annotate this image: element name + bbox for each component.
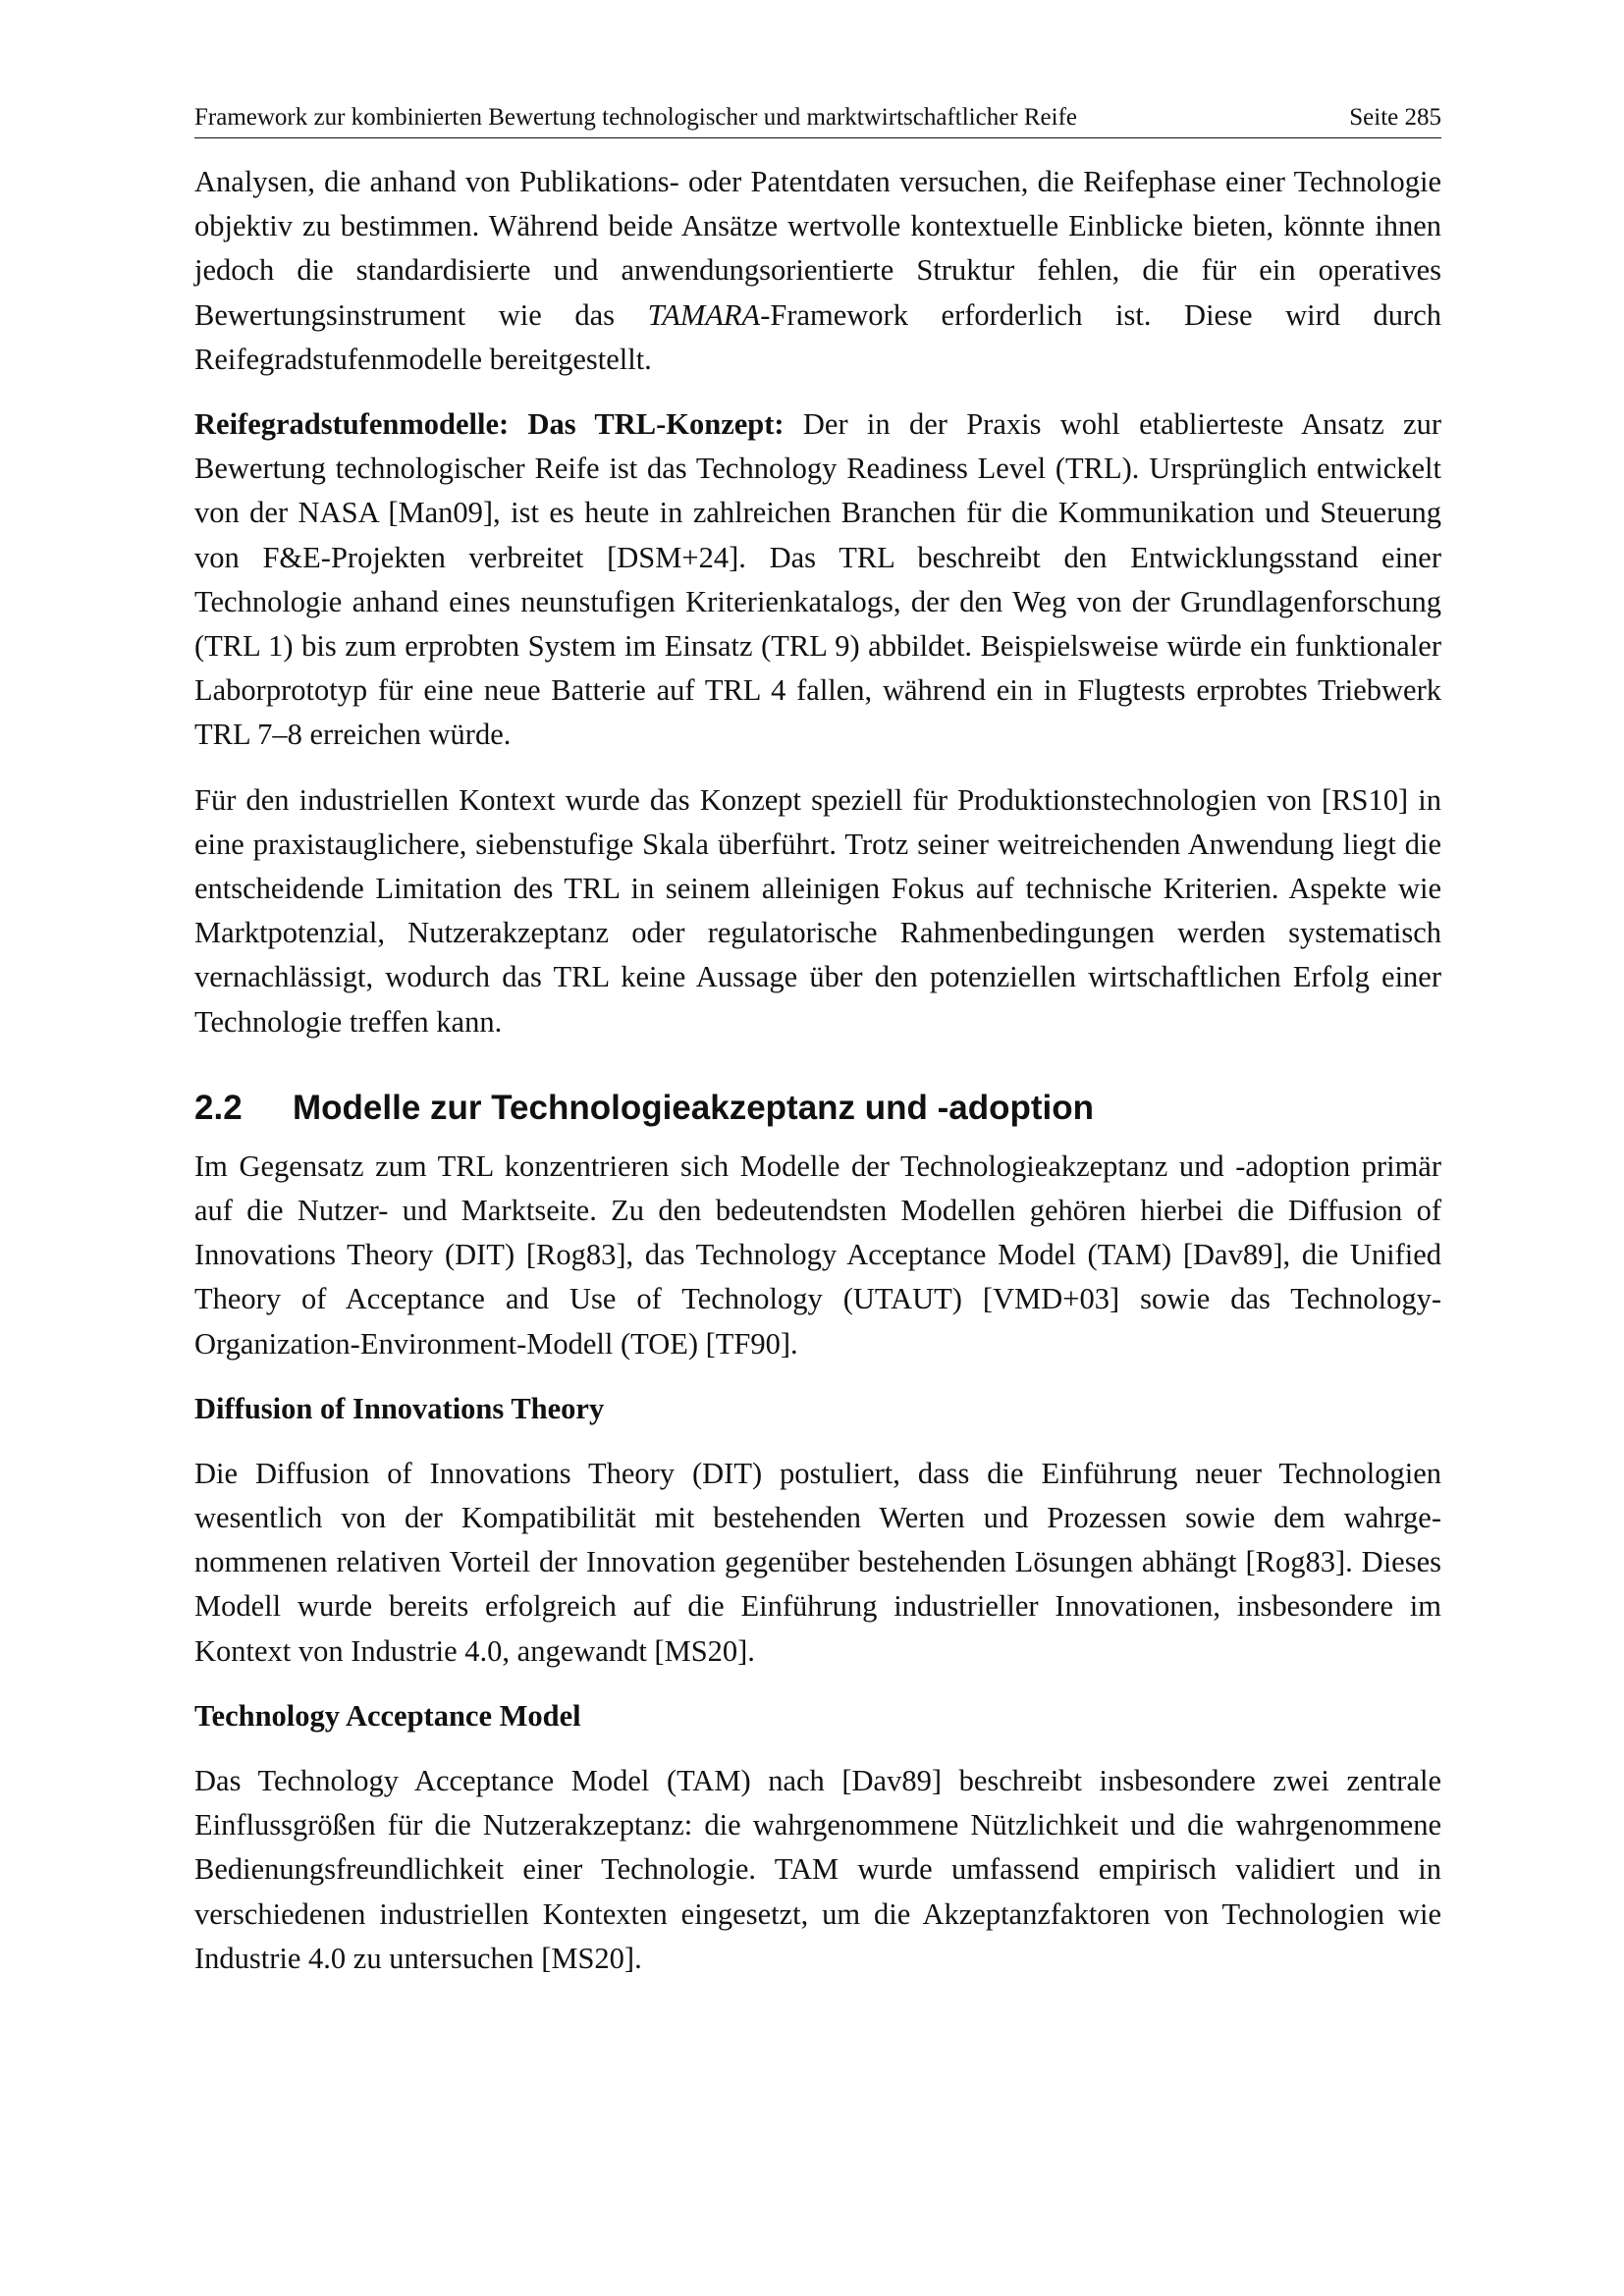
- subheading-dit: Diffusion of Innovations Theory: [194, 1391, 605, 1425]
- paragraph-dit: Die Diffusion of Innovations Theory (DIT) postuliert, dass die Einführung neuer Technologien wesentlich von der Kompatibilität mit bestehenden Werten und Prozessen sowie dem wahrgenommenen relativen Vorteil der Innovation gegenüber bestehenden Lösungen abhängt [Rog83]. Dieses Modell wurde bereits erfolgreich auf die Einführung industrieller Innovationen, insbesondere im Kontext von Industrie 4.0, angewandt [MS20].: [194, 1456, 1441, 1668]
- page-number: Seite 285: [1349, 104, 1441, 131]
- paragraph-tam: Das Technology Acceptance Model (TAM) nach [Dav89] beschreibt insbesondere zwei zentrale Einflussgrößen für die Nutzerakzeptanz: die wahrgenommene Nützlichkeit und die wahrgenommene Bedienungsfreundlichkeit einer Technologie. TAM wurde umfassend empirisch validiert und in verschiedenen industriellen Kontexten eingesetzt, um die Akzeptanzfaktoren von Technologien wie Industrie 4.0 zu untersuchen [MS20].: [194, 1763, 1441, 1975]
- running-header: [194, 102, 1441, 138]
- paragraph-analysen-text-1: Analysen, die anhand von Publikations- oder Patentdaten versuchen, die Reifephase einer Technologie objektiv zu bestimmen. Während beide Ansätze wertvolle kontextuelle Einblicke bieten, könnte ihnen jedoch die standardisierte und anwendungsorientierte Struktur fehlen, die für ein operatives Bewertungsinstrument wie das: [194, 165, 1441, 332]
- section-title: Modelle zur Technologieakzeptanz und -adoption: [293, 1088, 1095, 1127]
- section-heading: [194, 1086, 1441, 1131]
- section-number: 2.2: [194, 1088, 243, 1127]
- tamara-framework-name: TAMARA: [647, 297, 761, 332]
- subheading-tam: Technology Acceptance Model: [194, 1698, 581, 1733]
- paragraph-analysen-text-2: -Framework erforderlich ist. Diese wird durch Reifegradstufenmodelle bereitgestellt.: [194, 297, 1441, 376]
- paragraph-trl-concept: [194, 402, 1441, 758]
- paragraph-trl-text: Der in der Praxis wohl etablierteste Ansatz zur Bewertung technologischer Reife ist das Technology Readiness Level (TRL). Ursprünglich entwickelt von der NASA [Man09], ist es heute in zahlreichen Branchen für die Kommunikation und Steuerung von F&E-Projekten verbreitet [DSM+24]. Das TRL beschreibt den Entwicklungsstand einer Technologie anhand eines neunstufigen Kriterienkatalogs, der den Weg von der Grundlagenforschung (TRL 1) bis zum erprobten System im Einsatz (TRL 9) abbildet. Beispielsweise würde ein funktionaler Laborprototyp für eine neue Batterie auf TRL 4 fallen, während ein in Flugtests erprobtes Triebwerk TRL 7–8 erreichen würde.: [194, 407, 1441, 752]
- paragraph-analysen: [194, 160, 1441, 382]
- paragraph-industrial-context: Für den industriellen Kontext wurde das Konzept speziell für Produktionstechnologien von [RS10] in eine praxistauglichere, siebenstufige Skala überführt. Trotz seiner weitreichenden Anwendung liegt die entscheidende Limitation des TRL in seinem alleinigen Fokus auf technische Kriterien. Aspekte wie Marktpotenzial, Nutzerakzeptanz oder regulatorische Rahmenbedingungen werden systematisch vernachlässigt, wodurch das TRL keine Aussage über den potenziellen wirtschaftlichen Erfolg einer Technologie treffen kann.: [194, 782, 1441, 1039]
- runin-heading-trl: Reifegradstufenmodelle: Das TRL-Konzept:: [194, 407, 785, 442]
- running-title: Framework zur kombinierten Bewertung technologischer und marktwirtschaftlicher Reife: [194, 104, 1078, 131]
- document-page: [194, 102, 1441, 2002]
- paragraph-acceptance-models: Im Gegensatz zum TRL konzentrieren sich Modelle der Technologieakzeptanz und -adoption primär auf die Nutzer- und Marktseite. Zu den bedeutendsten Modellen gehören hierbei die Diffusion of Innovations Theory (DIT) [Rog83], das Technology Acceptance Model (TAM) [Dav89], die Unified Theory of Acceptance and Use of Technology (UTAUT) [VMD+03] sowie das Technology-Organization-Environment-Modell (TOE) [TF90].: [194, 1148, 1441, 1361]
